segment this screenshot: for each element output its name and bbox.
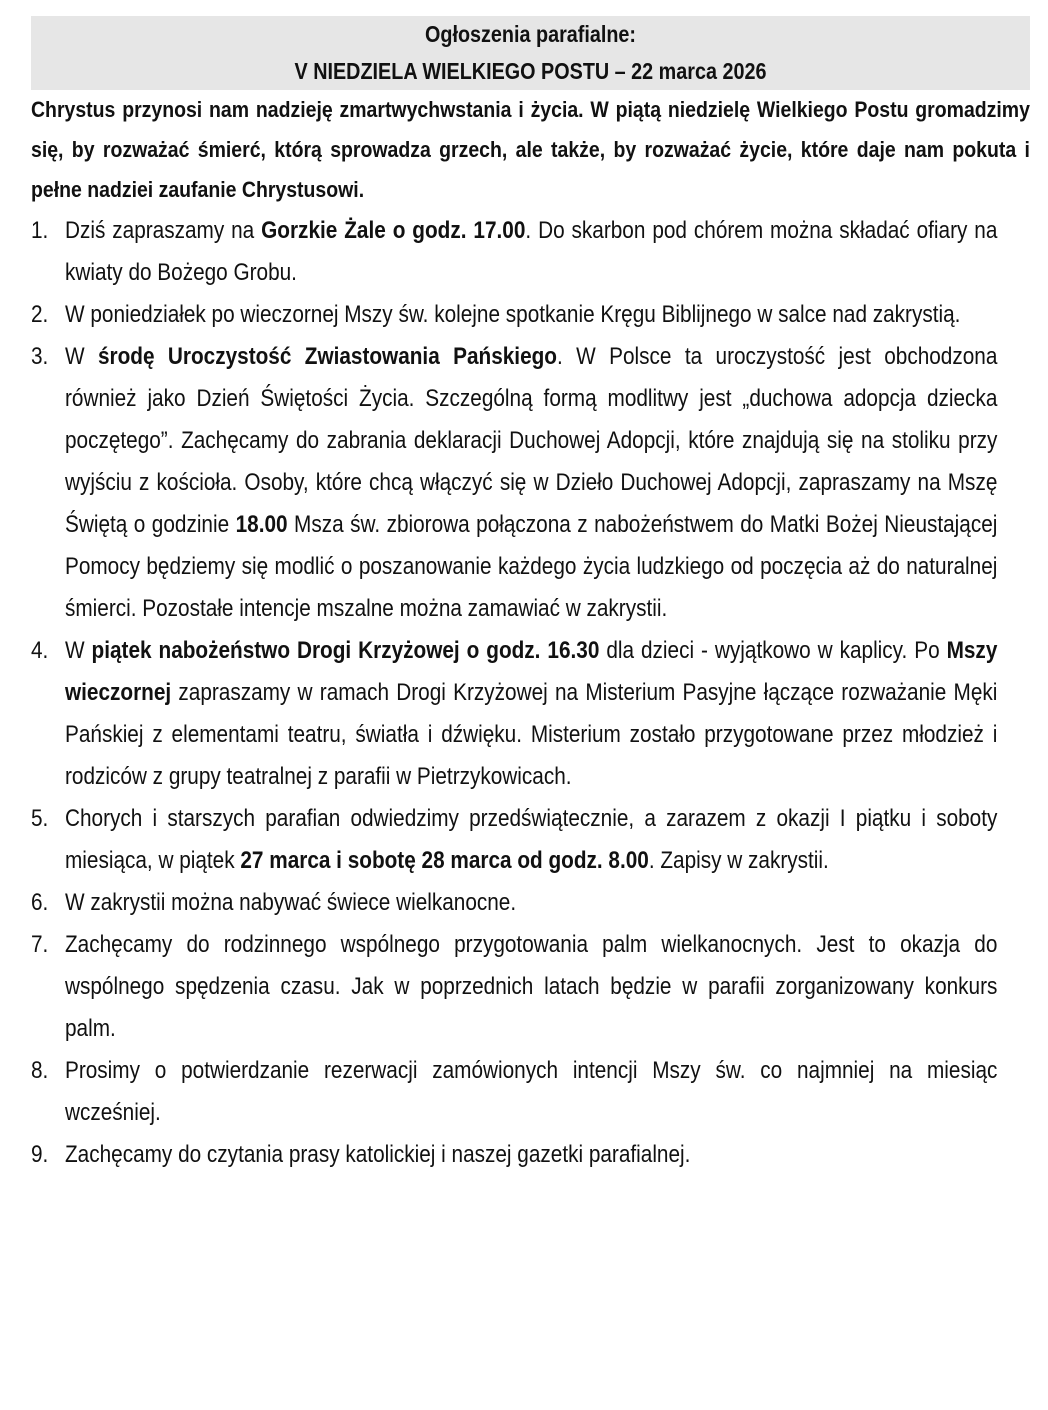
- announcement-text: [65, 1050, 997, 1134]
- text-segment: W poniedziałek po wieczornej Mszy św. kolejne spotkanie Kręgu Biblijnego w salce nad zakrystią.: [65, 301, 961, 328]
- intro-paragraph: [31, 90, 1030, 210]
- announcement-text: [65, 798, 997, 882]
- text-segment: Msza św. zbiorowa połączona z nabożeństwem do Matki Bożej Nieustającej Pomocy będziemy się modlić o poszanowanie każdego życia ludzkiego od poczęcia aż do naturalnej śmierci. Pozostałe intencje mszalne można zamawiać w zakrystii.: [65, 511, 998, 622]
- text-segment: Dziś zapraszamy na: [65, 217, 262, 244]
- highlighted-text: Gorzkie Żale o godz. 17.00: [261, 217, 526, 244]
- announcement-item: [31, 882, 1030, 924]
- announcement-number: 3.: [31, 343, 49, 370]
- announcement-number: 8.: [31, 1057, 49, 1084]
- announcement-number: 1.: [31, 217, 49, 244]
- announcement-list: [31, 210, 1030, 1176]
- highlighted-text: środę Uroczystość Zwiastowania Pańskiego: [97, 343, 557, 370]
- announcement-item: [31, 1134, 1030, 1176]
- announcement-item: [31, 630, 1030, 798]
- page-title: Ogłoszenia parafialne:: [424, 21, 637, 47]
- announcement-text: [65, 1134, 997, 1176]
- header-banner: [31, 16, 1030, 90]
- announcement-item: [31, 294, 1030, 336]
- announcement-number: 6.: [31, 889, 49, 916]
- announcement-text: [65, 630, 997, 798]
- text-segment: Chorych i starszych parafian odwiedzimy przedświątecznie, a zarazem z okazji I piątku i soboty miesiąca, w piątek: [65, 805, 998, 874]
- intro-text: Chrystus przynosi nam nadzieję zmartwychwstania i życia. W piątą niedzielę Wielkiego Postu gromadzimy się, by rozważać śmierć, którą sprowadza grzech, ale także, by rozważać życie, które daje nam pokuta i pełne nadziei zaufanie Chrystusowi.: [31, 97, 1030, 202]
- text-segment: W: [65, 343, 98, 370]
- highlighted-text: Mszy wieczornej: [65, 637, 998, 706]
- announcement-item: [31, 210, 1030, 294]
- announcement-text: [65, 294, 997, 336]
- text-segment: W zakrystii można nabywać świece wielkanocne.: [65, 889, 517, 916]
- announcement-number: 5.: [31, 805, 49, 832]
- announcement-number: 9.: [31, 1141, 49, 1168]
- text-segment: Zachęcamy do czytania prasy katolickiej i naszej gazetki parafialnej.: [65, 1141, 691, 1168]
- text-segment: Prosimy o potwierdzanie rezerwacji zamówionych intencji Mszy św. co najmniej na miesiąc wcześniej.: [65, 1057, 998, 1126]
- text-segment: . Zapisy w zakrystii.: [648, 847, 829, 874]
- announcement-text: [65, 882, 997, 924]
- announcement-item: [31, 798, 1030, 882]
- text-segment: . W Polsce ta uroczystość jest obchodzona również jako Dzień Świętości Życia. Szczególną formą modlitwy jest „duchowa adopcja dziecka poczętego”. Zachęcamy do zabrania deklaracji Duchowej Adopcji, które znajdują się na stoliku przy wyjściu z kościoła. Osoby, które chcą włączyć się w Dzieło Duchowej Adopcji, zapraszamy na Mszę Świętą o godzinie: [65, 343, 998, 538]
- announcement-text: [65, 336, 997, 630]
- text-segment: Zachęcamy do rodzinnego wspólnego przygotowania palm wielkanocnych. Jest to okazja do wspólnego spędzenia czasu. Jak w poprzednich latach będzie w parafii zorganizowany konkurs palm.: [65, 931, 998, 1042]
- text-segment: . Do skarbon pod chórem można składać ofiary na kwiaty do Bożego Grobu.: [65, 217, 998, 286]
- announcements-page: [31, 16, 1030, 1176]
- announcement-item: [31, 336, 1030, 630]
- announcement-text: [65, 210, 997, 294]
- highlighted-text: piątek nabożeństwo Drogi Krzyżowej o godz. 16.30: [91, 637, 600, 664]
- announcement-text: [65, 924, 997, 1050]
- announcement-number: 7.: [31, 931, 49, 958]
- text-segment: dla dzieci - wyjątkowo w kaplicy. Po: [599, 637, 947, 664]
- text-segment: zapraszamy w ramach Drogi Krzyżowej na Misterium Pasyjne łączące rozważanie Męki Pańskiej z elementami teatru, światła i dźwięku. Misterium zostało przygotowane przez młodzież i rodziców z grupy teatralnej z parafii w Pietrzykowicach.: [65, 679, 998, 790]
- text-segment: W: [65, 637, 92, 664]
- announcement-number: 4.: [31, 637, 49, 664]
- announcement-number: 2.: [31, 301, 49, 328]
- announcement-item: [31, 1050, 1030, 1134]
- highlighted-text: 18.00: [235, 511, 288, 538]
- page-subtitle: V NIEDZIELA WIELKIEGO POSTU – 22 marca 2026: [294, 58, 767, 84]
- highlighted-text: 27 marca i sobotę 28 marca od godz. 8.00: [240, 847, 649, 874]
- announcement-item: [31, 924, 1030, 1050]
